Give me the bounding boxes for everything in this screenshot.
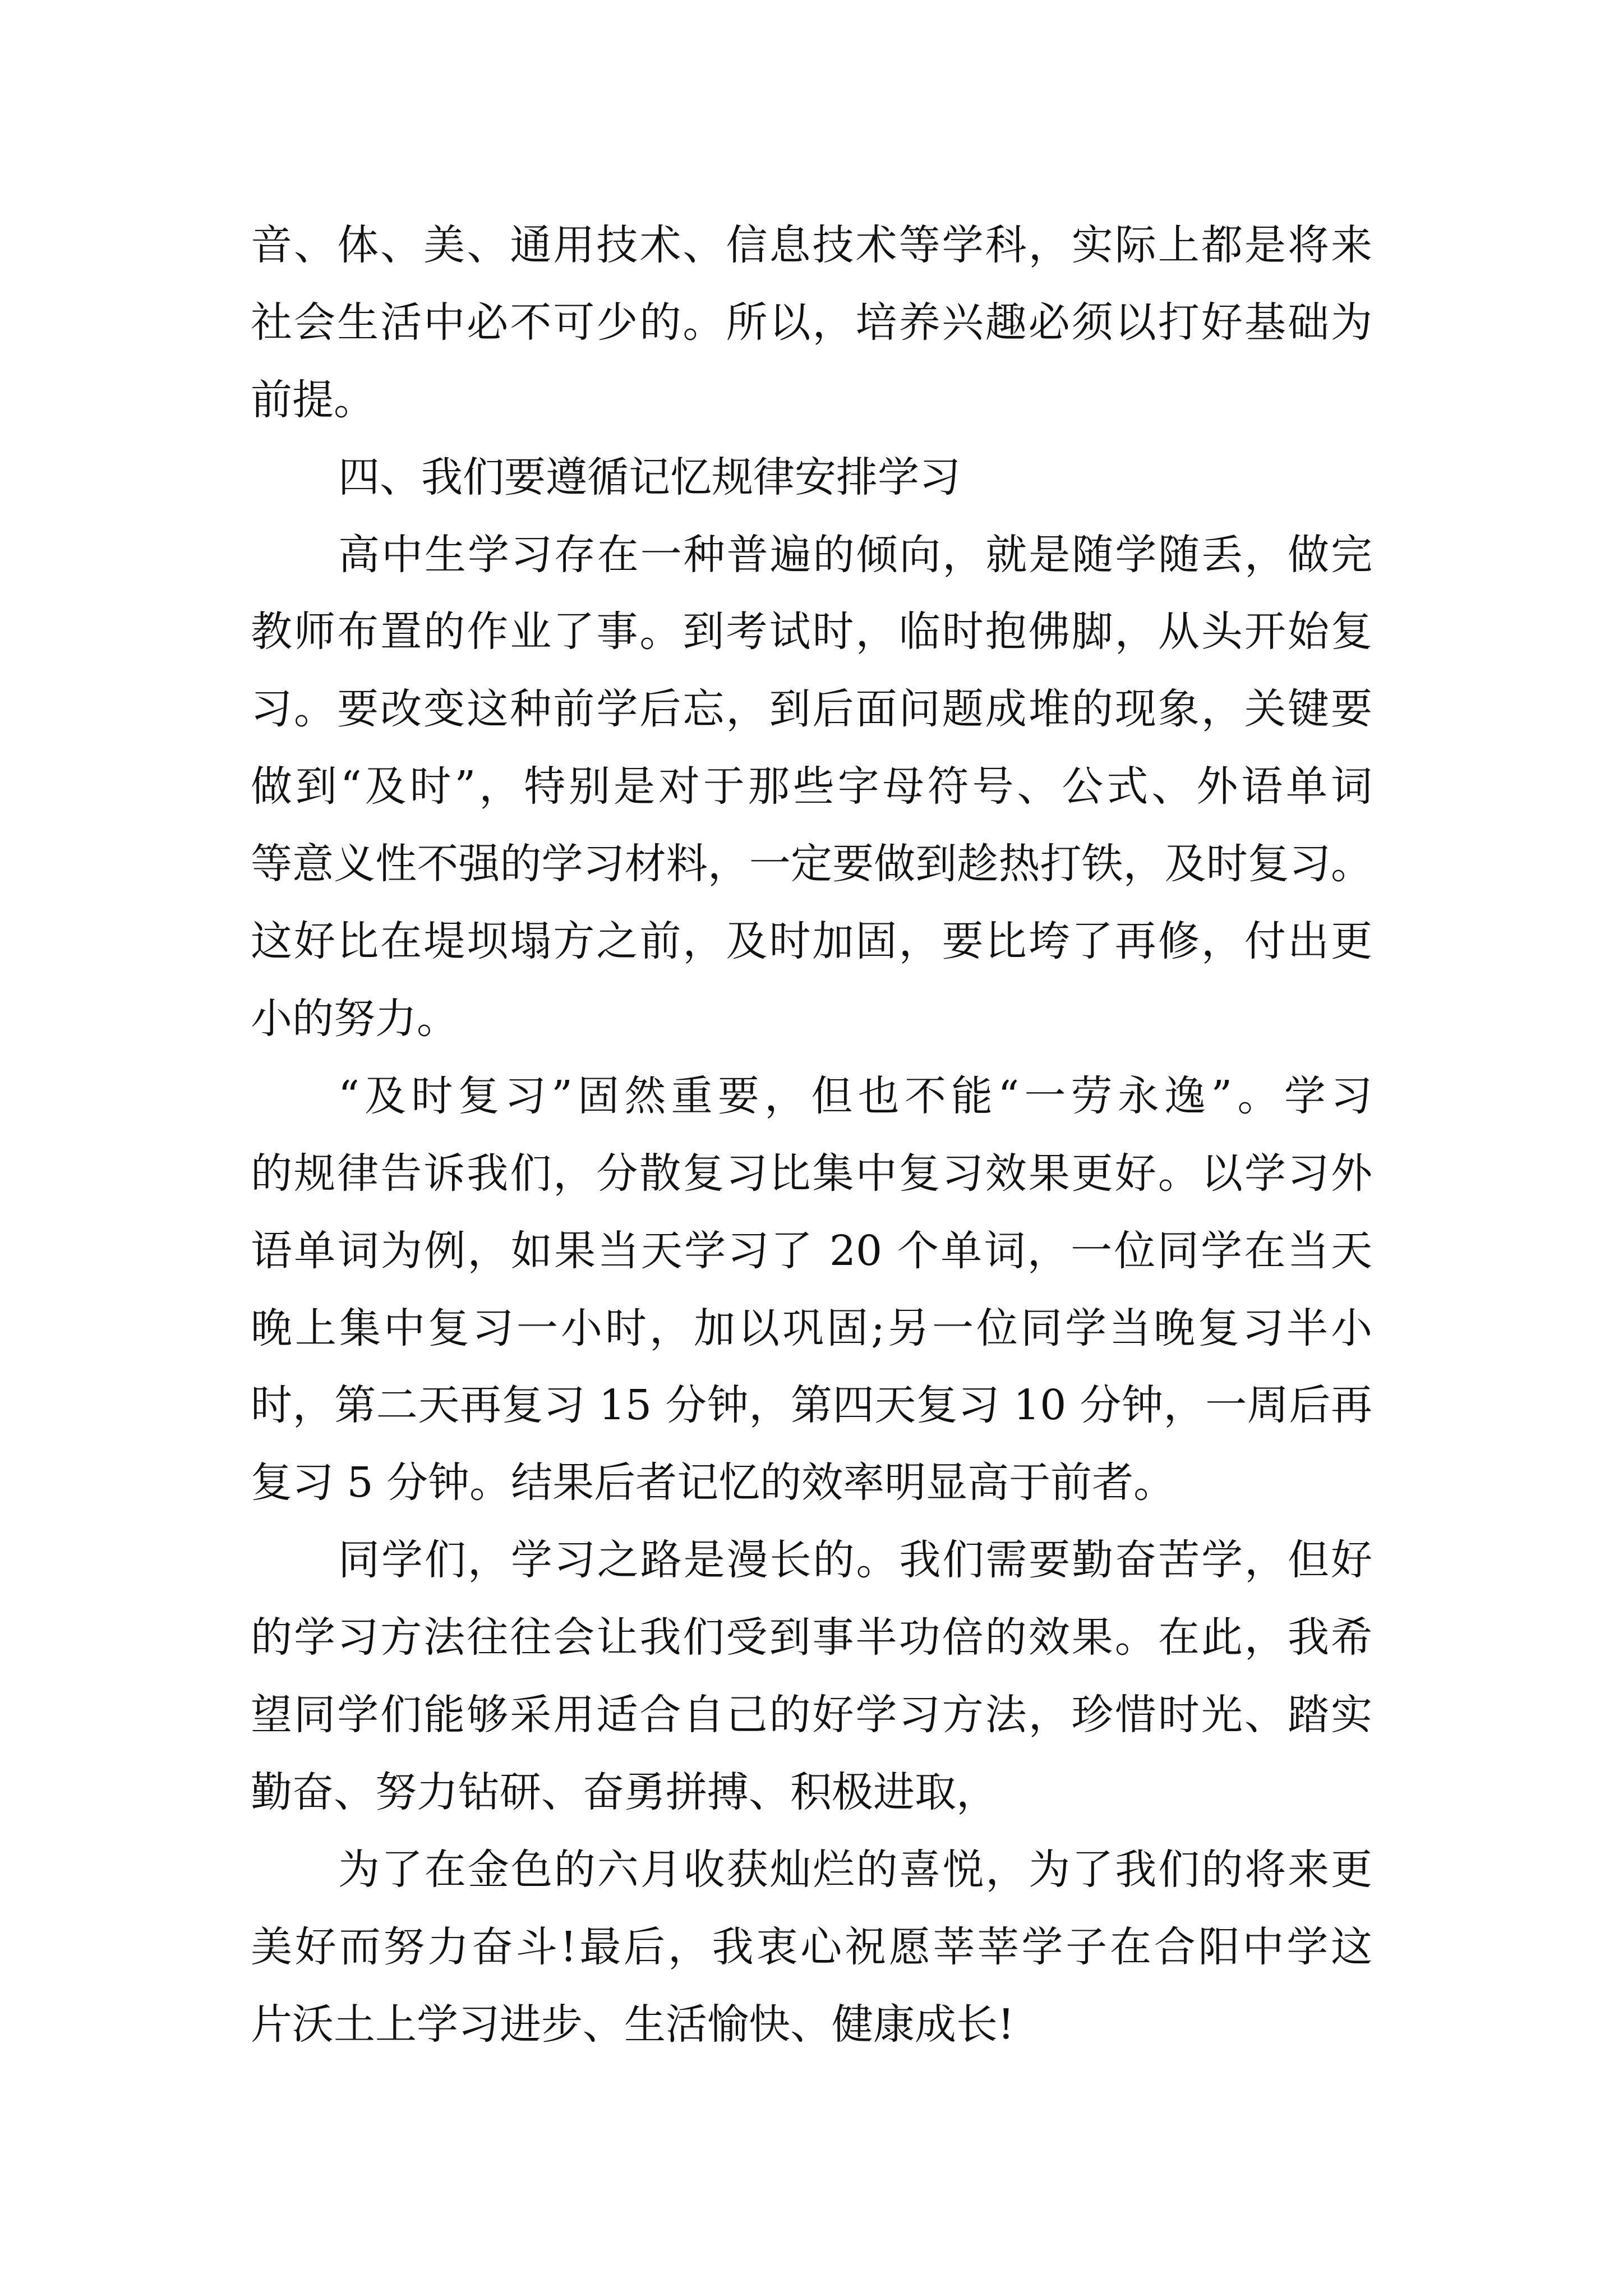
text-line-17: 复习 5 分钟。结果后者记忆的效率明显高于前者。	[251, 1458, 1175, 1507]
text-line-10: 这好比在堤坝塌方之前，及时加固，要比垮了再修，付出更	[251, 917, 1372, 965]
text-line-18: 同学们，学习之路是漫长的。我们需要勤奋苦学，但好	[338, 1536, 1372, 1584]
text-line-9: 等意义性不强的学习材料，一定要做到趁热打铁，及时复习。	[251, 840, 1372, 888]
text-line-11: 小的努力。	[251, 995, 458, 1043]
text-line-2: 社会生活中必不可少的。所以，培养兴趣必须以打好基础为	[251, 298, 1372, 347]
text-line-22: 为了在金色的六月收获灿烂的喜悦，为了我们的将来更	[338, 1846, 1372, 1894]
text-line-19: 的学习方法往往会让我们受到事半功倍的效果。在此，我希	[251, 1613, 1372, 1662]
text-line-12: “及时复习”固然重要，但也不能“一劳永逸”。学习	[338, 1072, 1372, 1120]
text-line-5: 高中生学习存在一种普遍的倾向，就是随学随丢，做完	[338, 531, 1372, 579]
text-line-8: 做到“及时”，特别是对于那些字母符号、公式、外语单词	[251, 762, 1372, 811]
text-line-7: 习。要改变这种前学后忘，到后面问题成堆的现象，关键要	[251, 685, 1372, 733]
text-line-15: 晚上集中复习一小时，加以巩固;另一位同学当晚复习半小	[251, 1304, 1372, 1352]
text-line-13: 的规律告诉我们，分散复习比集中复习效果更好。以学习外	[251, 1149, 1372, 1198]
text-line-3: 前提。	[251, 376, 375, 424]
text-line-20: 望同学们能够采用适合自己的好学习方法，珍惜时光、踏实	[251, 1691, 1372, 1739]
text-line-14: 语单词为例，如果当天学习了 20 个单词，一位同学在当天	[251, 1227, 1372, 1275]
text-line-23: 美好而努力奋斗!最后，我衷心祝愿莘莘学子在合阳中学这	[251, 1923, 1372, 1971]
text-line-6: 教师布置的作业了事。到考试时，临时抱佛脚，从头开始复	[251, 608, 1372, 656]
text-line-16: 时，第二天再复习 15 分钟，第四天复习 10 分钟，一周后再	[251, 1381, 1372, 1429]
text-line-1: 音、体、美、通用技术、信息技术等学科，实际上都是将来	[251, 221, 1372, 269]
text-line-24: 片沃土上学习进步、生活愉快、健康成长!	[251, 2000, 1015, 2049]
section-heading: 四、我们要遵循记忆规律安排学习	[338, 453, 961, 501]
text-line-21: 勤奋、努力钻研、奋勇拼搏、积极进取，	[251, 1768, 998, 1816]
